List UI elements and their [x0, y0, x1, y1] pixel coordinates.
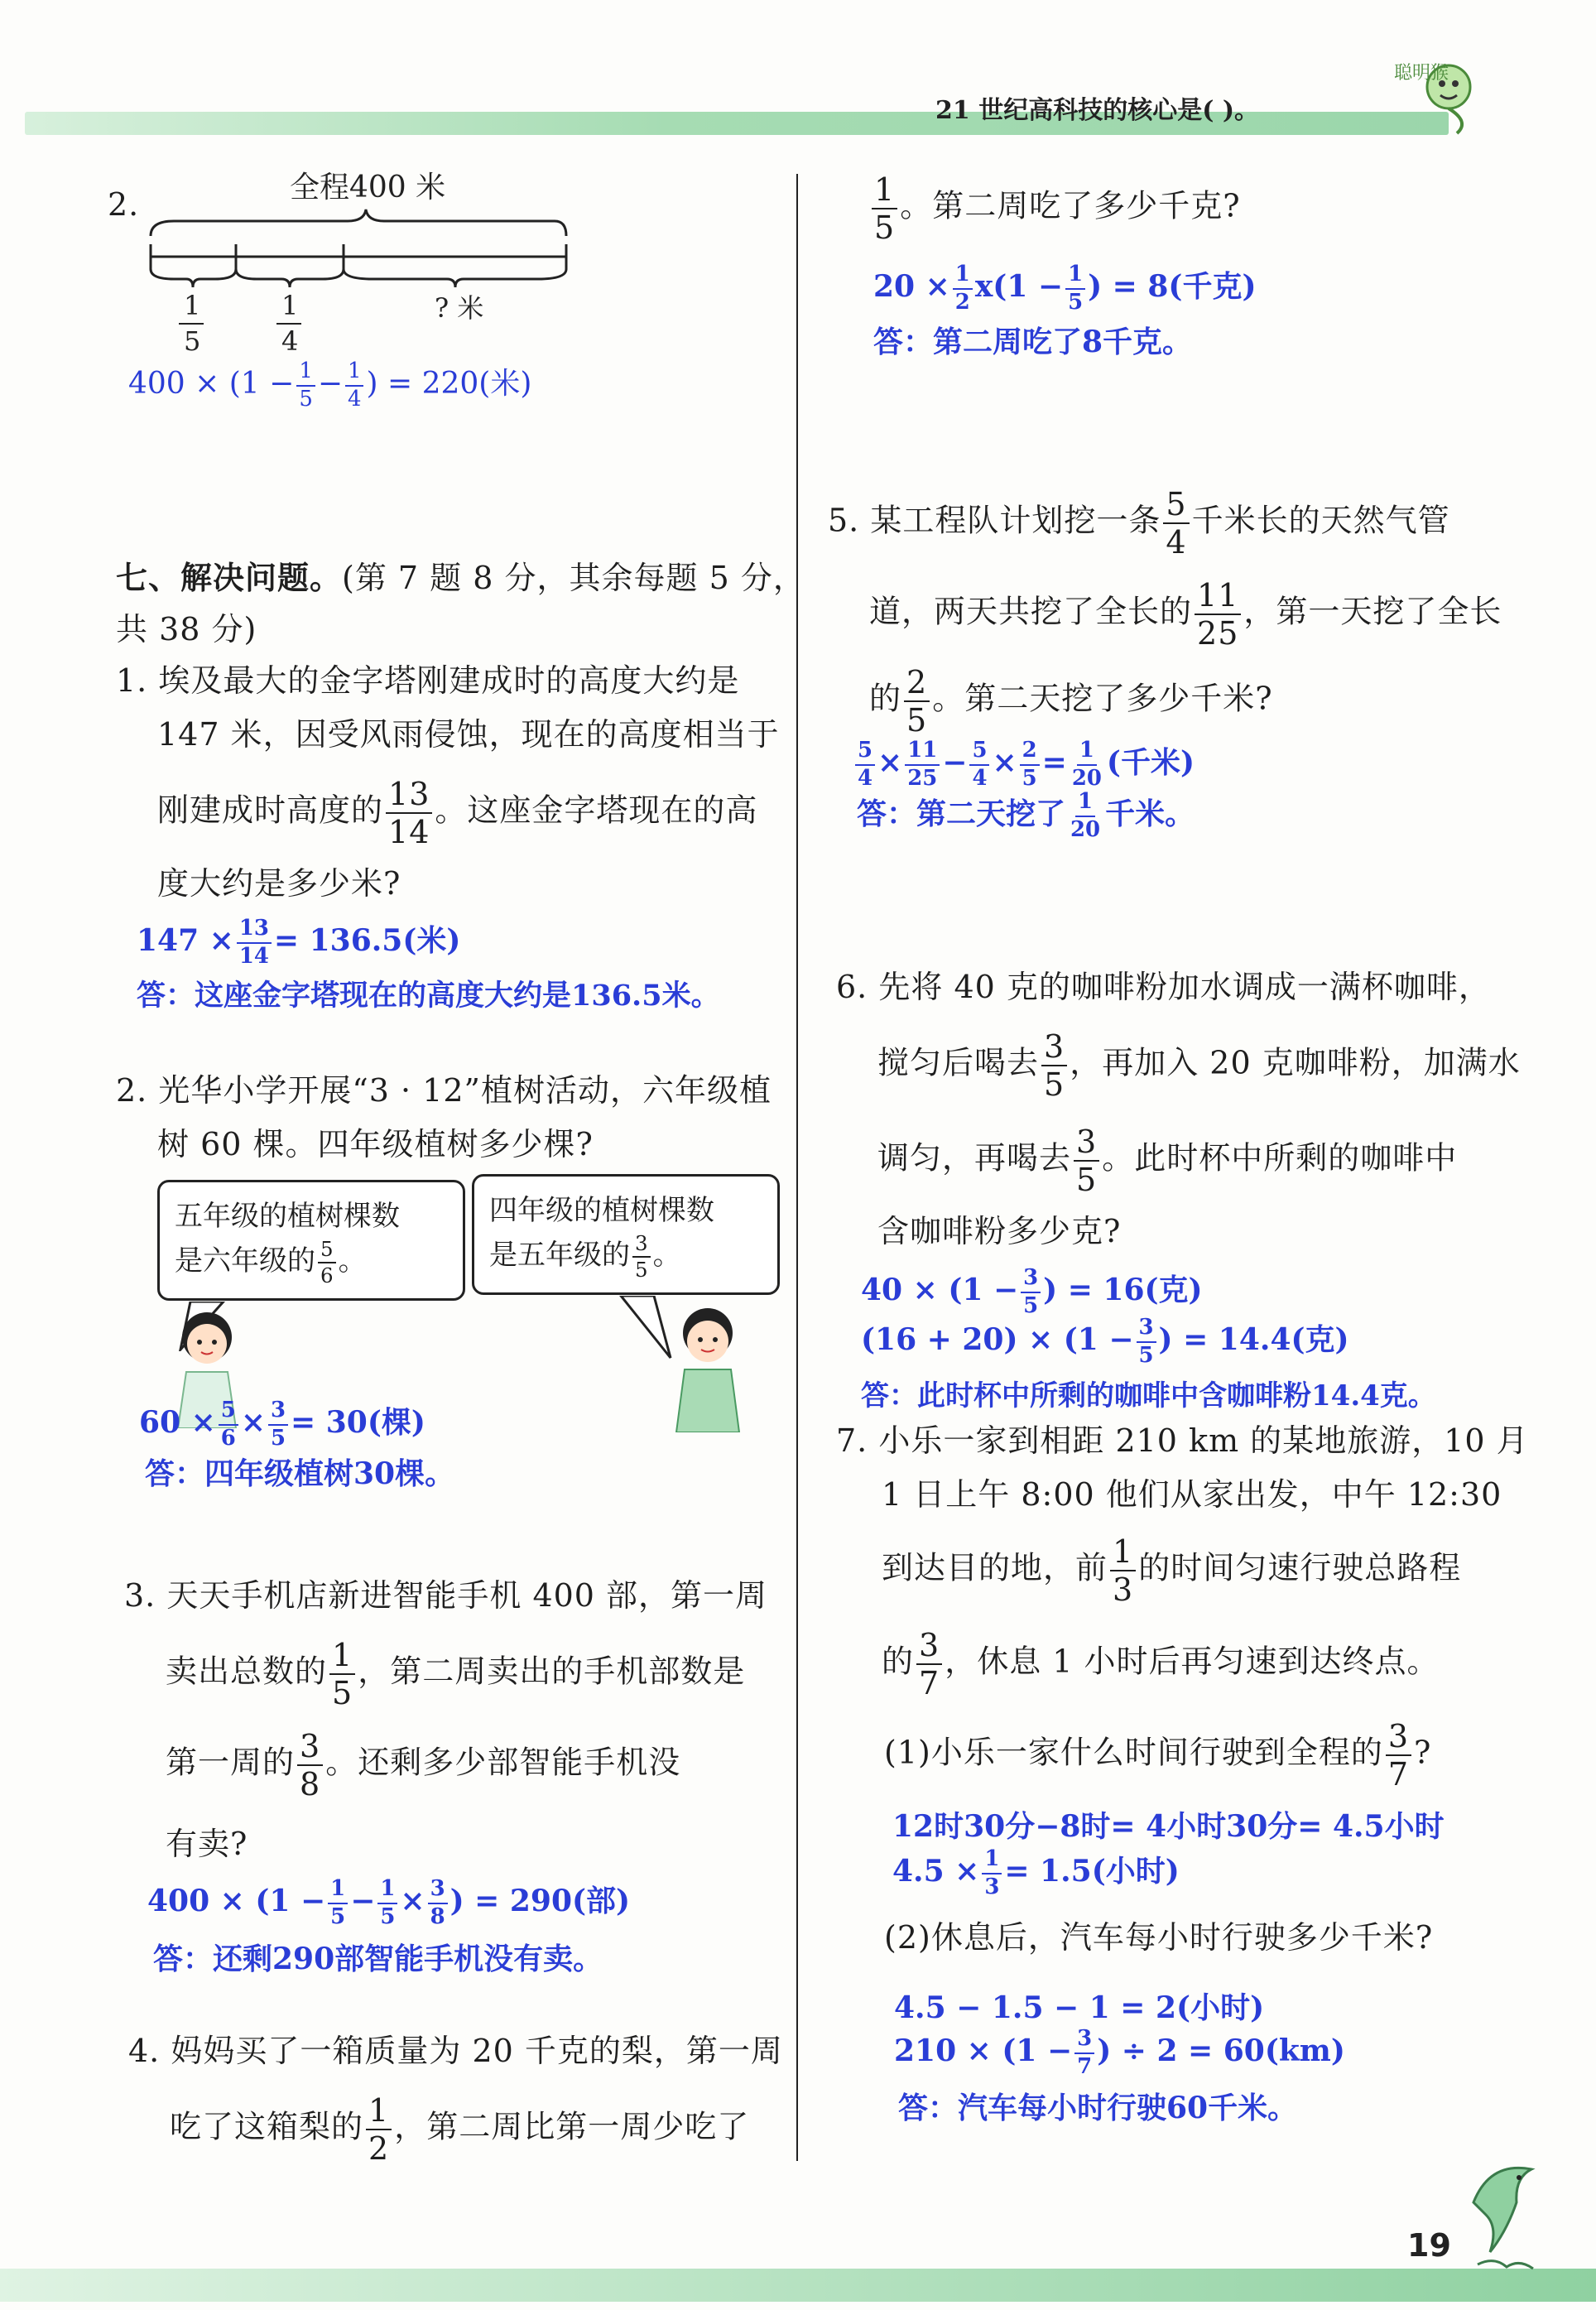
p1-line2: 147 米，因受风雨侵蚀，现在的高度相当于	[157, 716, 780, 753]
distance-diagram	[141, 170, 588, 360]
header-question: 21 世纪高科技的核心是( )。	[935, 96, 1260, 125]
p1-line1: 1. 埃及最大的金字塔刚建成时的高度大约是	[116, 662, 740, 699]
page-number: 19	[1407, 2227, 1451, 2264]
p5-reply: 答：第二天挖了 $\frac{1}{20}$ 千米。	[857, 789, 1195, 842]
p7-sub1-answer-1: 12时30分−8时= 4小时30分= 4.5小时	[892, 1809, 1445, 1844]
p5-answer: $\frac{5}{4}$ × $\frac{11}{25}$ − $\frac{5}{4}$ × $\frac{2}{5}$ = $\frac{1}{20}$ (千米)	[853, 739, 1195, 790]
p3-reply: 答：还剩290部智能手机没有卖。	[153, 1942, 603, 1976]
p7-sub1: (1)小乐一家什么时间行驶到全程的 $\frac{3}{7}$ ?	[884, 1718, 1432, 1793]
p7-sub2: (2)休息后，汽车每小时行驶多少千米?	[884, 1919, 1434, 1956]
p5-line3: 的 $\frac{2}{5}$ 。第二天挖了多少千米?	[869, 664, 1273, 739]
seg2-denominator: 4	[281, 325, 299, 357]
speech-bubble-girl: 五年级的植树棵数 是六年级的 $\frac{5}{6}$ 。	[157, 1180, 465, 1301]
seg1-numerator: 1	[184, 290, 201, 321]
p4-answer: 20 × $\frac{1}{2}$ x(1 − $\frac{1}{5}$ ) = 8(千克)	[873, 262, 1257, 315]
p2-line1: 2. 光华小学开展“3 · 12”植树活动，六年级植	[116, 1072, 772, 1109]
p6-line2: 搅匀后喝去 $\frac{3}{5}$ ，再加入 20 克咖啡粉，加满水	[877, 1028, 1521, 1103]
total-brace	[151, 209, 566, 236]
p7-line3: 到达目的地，前 $\frac{1}{3}$ 的时间匀速行驶总路程	[882, 1533, 1462, 1608]
p1-line3: 刚建成时高度的 $\frac{13}{14}$ 。这座金字塔现在的高	[157, 776, 758, 850]
section-heading-cont: 共 38 分)	[116, 611, 257, 647]
seg2-numerator: 1	[281, 290, 299, 321]
p7-sub2-answer-2: 210 × (1 − $\frac{3}{7}$ ) ÷ 2 = 60(km)	[894, 2026, 1345, 2079]
column-divider	[796, 174, 798, 2161]
monkey-mascot-icon	[1391, 54, 1482, 137]
q2-answer: 400 × (1 − $\frac{1}{5}$ − $\frac{1}{4}$ ) = 220(米)	[128, 359, 532, 411]
p5-line2: 道，两天共挖了全长的 $\frac{11}{25}$ ，第一天挖了全长	[869, 577, 1502, 652]
p1-line4: 度大约是多少米?	[157, 865, 401, 902]
p7-line1: 7. 小乐一家到相距 210 km 的某地旅游，10 月	[836, 1422, 1529, 1459]
section-heading: 七、解决问题。(第 7 题 8 分，其余每题 5 分，	[116, 559, 805, 596]
p6-line1: 6. 先将 40 克的咖啡粉加水调成一满杯咖啡，	[836, 969, 1491, 1005]
p2-line2: 树 60 棵。四年级植树多少棵?	[157, 1126, 594, 1162]
p3-line4: 有卖?	[166, 1826, 248, 1862]
p4-line2: 吃了这箱梨的 $\frac{1}{2}$ ，第二周比第一周少吃了	[170, 2092, 750, 2167]
p3-line3: 第一周的 $\frac{3}{8}$ 。还剩多少部智能手机没	[166, 1728, 681, 1802]
p5-line1: 5. 某工程队计划挖一条 $\frac{5}{4}$ 千米长的天然气管	[828, 486, 1450, 561]
p3-answer: 400 × (1 − $\frac{1}{5}$ − $\frac{1}{5}$ × $\frac{3}{8}$ ) = 290(部)	[147, 1876, 631, 1929]
p4-reply: 答：第二周吃了8千克。	[873, 325, 1193, 359]
p6-answer-1: 40 × (1 − $\frac{3}{5}$ ) = 16(克)	[861, 1265, 1203, 1318]
p1-answer: 147 × $\frac{13}{14}$ = 136.5(米)	[137, 916, 461, 969]
p6-line3: 调匀，再喝去 $\frac{3}{5}$ 。此时杯中所剩的咖啡中	[877, 1124, 1458, 1198]
p6-answer-2: (16 + 20) × (1 − $\frac{3}{5}$ ) = 14.4(克)	[861, 1315, 1349, 1368]
boy-illustration-icon	[658, 1300, 757, 1432]
p7-sub2-reply: 答：汽车每小时行驶60千米。	[898, 2091, 1298, 2125]
p7-sub1-answer-2: 4.5 × $\frac{1}{3}$ = 1.5(小时)	[892, 1846, 1180, 1899]
p6-line4: 含咖啡粉多少克?	[877, 1213, 1122, 1249]
footer-bar	[0, 2269, 1596, 2302]
p2-reply: 答：四年级植树30棵。	[145, 1456, 455, 1491]
p3-line1: 3. 天天手机店新进智能手机 400 部，第一周	[124, 1577, 768, 1614]
p1-reply: 答：这座金字塔现在的高度大约是136.5米。	[137, 979, 720, 1013]
p2-answer: 60 × $\frac{5}{6}$ × $\frac{3}{5}$ = 30(棵)	[139, 1398, 425, 1451]
p3-line2: 卖出总数的 $\frac{1}{5}$ ，第二周卖出的手机部数是	[166, 1637, 746, 1711]
p7-sub2-answer-1: 4.5 − 1.5 − 1 = 2(小时)	[894, 1990, 1265, 2025]
seg1-denominator: 5	[184, 325, 201, 357]
speech-bubble-boy: 四年级的植树棵数 是五年级的 $\frac{3}{5}$ 。	[472, 1174, 780, 1295]
unknown-segment-label: ? 米	[435, 292, 484, 324]
p4-cont-line: $\frac{1}{5}$ 。第二周吃了多少千克?	[869, 174, 1241, 243]
p7-line2: 1 日上午 8:00 他们从家出发，中午 12:30	[882, 1476, 1502, 1513]
p4-line1: 4. 妈妈买了一箱质量为 20 千克的梨，第一周	[128, 2033, 783, 2069]
p6-reply: 答：此时杯中所剩的咖啡中含咖啡粉14.4克。	[861, 1379, 1436, 1412]
diagram-total-label: 全程400 米	[290, 171, 446, 205]
dolphin-icon	[1457, 2153, 1548, 2277]
p7-line4: 的 $\frac{3}{7}$ ，休息 1 小时后再匀速到达终点。	[882, 1627, 1440, 1701]
mascot-label: 聪明猴	[1394, 63, 1449, 84]
q2-number: 2.	[108, 186, 140, 223]
